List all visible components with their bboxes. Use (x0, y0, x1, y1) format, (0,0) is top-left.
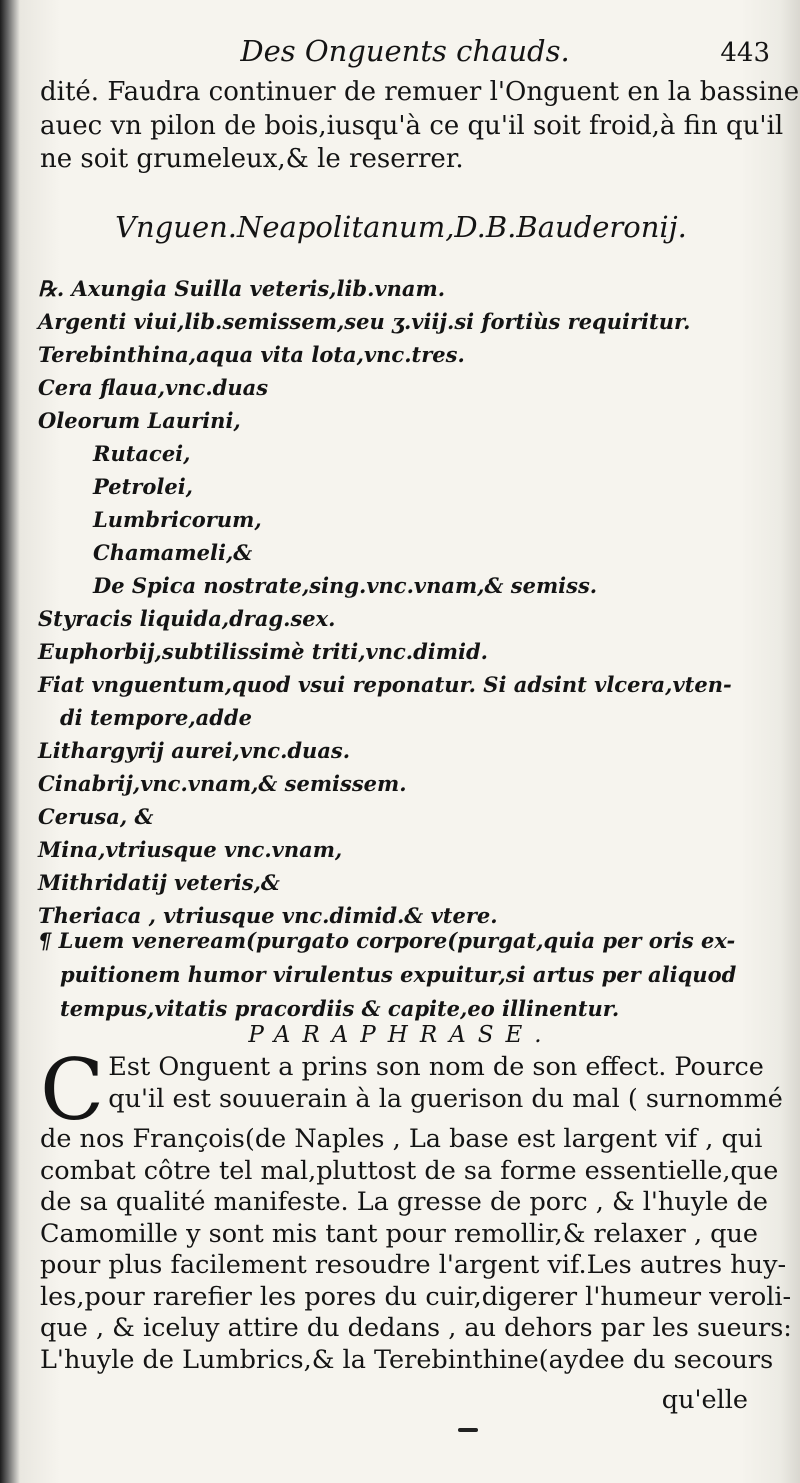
body-line: qu'il est souuerain à la guerison du mal ( surnommé (108, 1083, 783, 1114)
intro-line: ne soit grumeleux,& le reserrer. (40, 144, 464, 174)
page-header (40, 34, 770, 74)
paraphrase-body (40, 1041, 792, 1376)
body-line: L'huyle de Lumbrics,& la Terebinthine(aydee du secours (40, 1344, 774, 1375)
recipe-title: Vnguen.Neapolitanum,D.B.Bauderonij. (115, 210, 687, 244)
recipe-line: Terebinthina,aqua vita lota,vnc.tres. (38, 342, 465, 367)
intro-paragraph (40, 76, 800, 177)
note-line: tempus,vitatis pracordiis & capite,eo illinentur. (60, 996, 620, 1021)
intro-line: dité. Faudra continuer de remuer l'Onguent en la bassine (40, 77, 800, 107)
body-line: les,pour rarefier les pores du cuir,digerer l'humeur veroli- (40, 1281, 792, 1312)
recipe-line: Cerusa, & (38, 804, 154, 829)
printer-mark (458, 1428, 478, 1432)
body-line: Est Onguent a prins son nom de son effect. Pource (108, 1052, 764, 1082)
recipe-line: di tempore,adde (60, 705, 253, 730)
recipe-line: Styracis liquida,drag.sex. (38, 606, 336, 631)
note-line: ¶ Luem veneream(purgato corpore(purgat,quia per oris ex- (38, 928, 736, 953)
body-line: combat côtre tel mal,pluttost de sa forme essentielle,que (40, 1155, 779, 1186)
recipe-line: Lumbricorum, (93, 507, 262, 532)
body-line: pour plus facilement resoudre l'argent vif.Les autres huy- (40, 1250, 787, 1280)
drop-cap: C (40, 1041, 105, 1139)
body-line: Camomille y sont mis tant pour remollir,& relaxer , que (40, 1218, 758, 1249)
recipe-list (38, 272, 768, 932)
recipe-line: Fiat vnguentum,quod vsui reponatur. Si adsint vlcera,vten- (38, 672, 732, 697)
section-heading: PARAPHRASE. (248, 1022, 554, 1048)
recipe-line: Lithargyrij aurei,vnc.duas. (38, 738, 351, 763)
body-line: que , & iceluy attire du dedans , au dehors par les sueurs: (40, 1313, 792, 1343)
note-line: puitionem humor virulentus expuitur,si artus per aliquod (60, 962, 737, 987)
recipe-line: Chamameli,& (93, 540, 253, 565)
recipe-line: Theriaca , vtriusque vnc.dimid.& vtere. (38, 903, 498, 928)
recipe-line: Euphorbij,subtilissimè triti,vnc.dimid. (38, 639, 488, 664)
recipe-line: Oleorum Laurini, (38, 408, 241, 433)
recipe-line: Petrolei, (93, 474, 193, 499)
intro-line: auec vn pilon de bois,iusqu'à ce qu'il soit froid,à fin qu'il (40, 110, 784, 141)
recipe-line: Argenti viui,lib.semissem,seu ʒ.viij.si fortiùs requiritur. (38, 309, 691, 334)
body-line: de nos François(de Naples , La base est largent vif , qui (40, 1124, 763, 1154)
body-line: de sa qualité manifeste. La gresse de porc , & l'huyle de (40, 1187, 768, 1217)
recipe-line: Cinabrij,vnc.vnam,& semissem. (38, 771, 407, 796)
catchword: qu'elle (661, 1385, 748, 1415)
recipe-line: ℞. Axungia Suilla veteris,lib.vnam. (38, 276, 446, 301)
running-title: Des Onguents chauds. (240, 34, 570, 68)
page-number: 443 (720, 38, 770, 68)
recipe-line: De Spica nostrate,sing.vnc.vnam,& semiss. (93, 573, 598, 598)
recipe-line: Mithridatij veteris,& (38, 870, 280, 895)
recipe-line: Mina,vtriusque vnc.vnam, (38, 837, 343, 862)
usage-note (38, 924, 768, 1026)
recipe-line: Cera flaua,vnc.duas (38, 375, 269, 400)
recipe-line: Rutacei, (93, 441, 191, 466)
